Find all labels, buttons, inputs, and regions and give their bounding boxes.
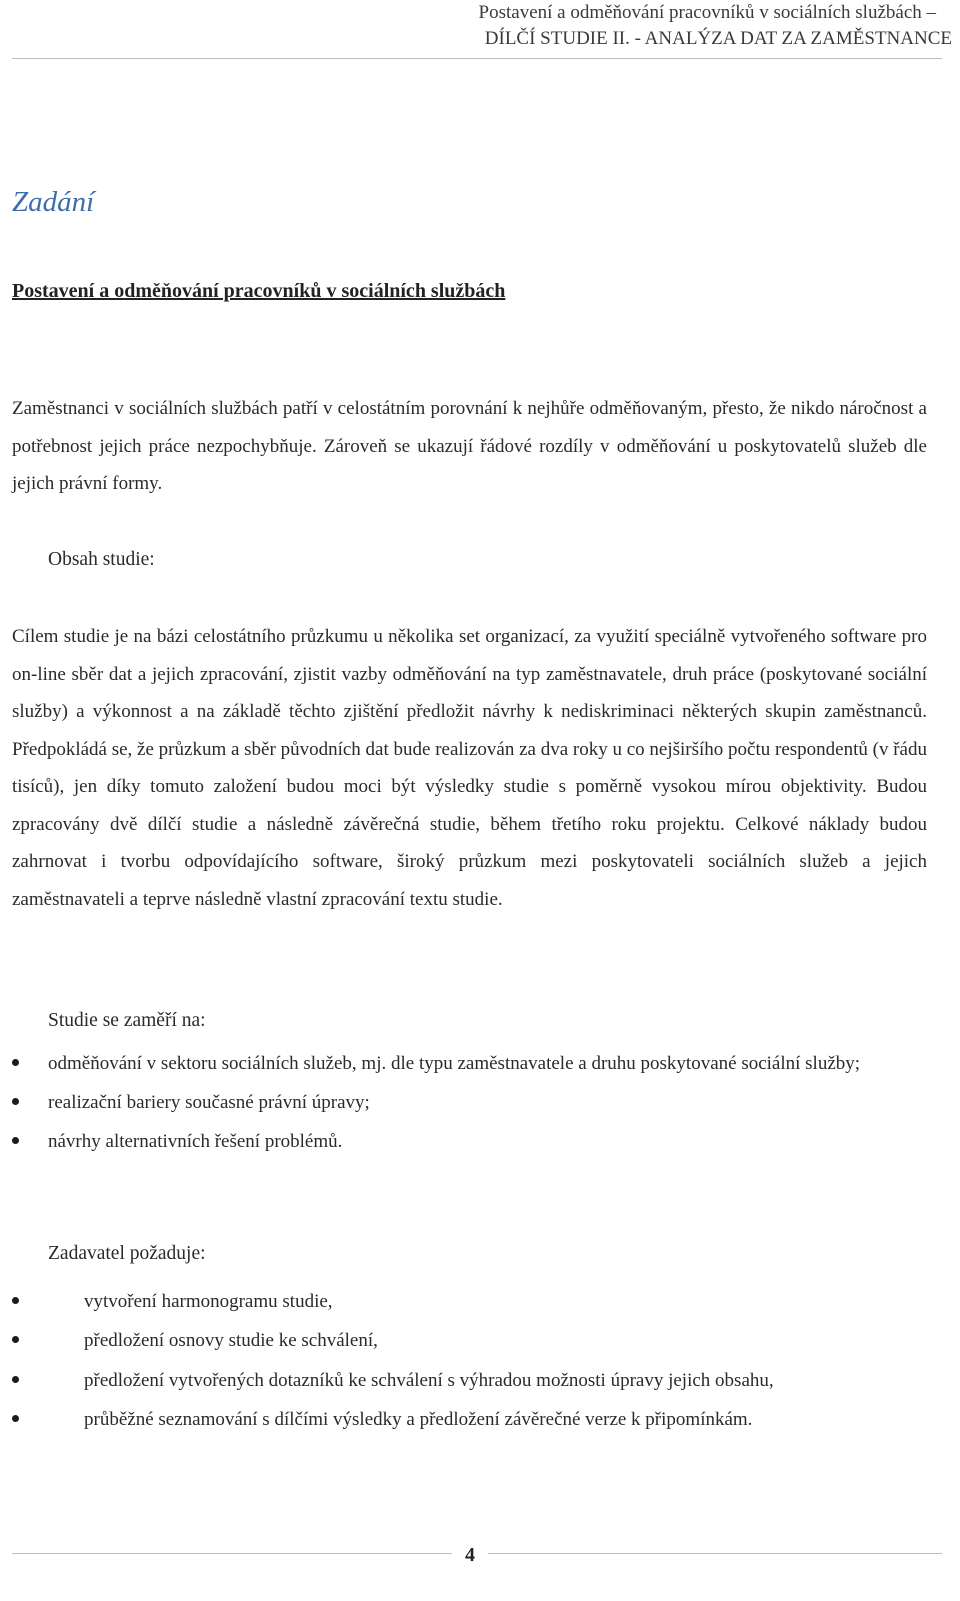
- bullet-icon: [12, 1059, 19, 1066]
- list-item-text: průběžné seznamování s dílčími výsledky a předložení závěrečné verze k připomínkám.: [84, 1408, 753, 1430]
- list-item: [0, 1122, 940, 1161]
- zamer-list: [0, 1044, 940, 1161]
- zadavatel-list: [0, 1282, 940, 1439]
- list-item: [0, 1282, 940, 1321]
- zamer-label: Studie se zaměří na:: [48, 1010, 206, 1031]
- document-subtitle: Postavení a odměňování pracovníků v sociálních službách: [12, 280, 506, 302]
- running-header: [12, 0, 952, 52]
- section-heading: Zadání: [12, 186, 95, 218]
- bullet-icon: [12, 1098, 19, 1105]
- page-number: 4: [452, 1544, 488, 1567]
- bullet-icon: [12, 1137, 19, 1144]
- header-line-2: DÍLČÍ STUDIE II. - ANALÝZA DAT ZA ZAMĚSTNANCE: [484, 28, 952, 49]
- bullet-icon: [12, 1297, 19, 1304]
- bullet-icon: [12, 1415, 19, 1422]
- intro-paragraph: Zaměstnanci v sociálních službách patří v celostátním porovnání k nejhůře odměňovaným, přesto, že nikdo náročnost a potřebnost jejich práce nezpochybňuje. Zároveň se ukazují řádové rozdíly v odměňování u poskytovatelů služeb dle jejich právní formy.: [12, 398, 927, 494]
- list-item: [0, 1321, 940, 1360]
- zadavatel-label: Zadavatel požaduje:: [48, 1243, 206, 1264]
- list-item-text: odměňování v sektoru sociálních služeb, mj. dle typu zaměstnavatele a druhu poskytované sociální služby;: [48, 1053, 861, 1074]
- list-item-text: předložení osnovy studie ke schválení,: [84, 1330, 378, 1352]
- list-item: [0, 1361, 940, 1400]
- list-item-text: předložení vytvořených dotazníků ke schválení s výhradou možnosti úpravy jejich obsahu,: [84, 1369, 774, 1391]
- bullet-icon: [12, 1376, 19, 1383]
- header-divider: [12, 58, 942, 59]
- header-line-1: Postavení a odměňování pracovníků v sociálních službách –: [478, 2, 936, 23]
- obsah-paragraph: Cílem studie je na bázi celostátního průzkumu u několika set organizací, za využití speciálně vytvořeného software pro on-line sběr dat a jejich zpracování, zjistit vazby odměňování na typ zaměstnavatele, druh práce (poskytované sociální služby) a výkonnost a na základě těchto zjištění předložit návrhy k nediskriminaci některých skupin zaměstnanců. Předpokládá se, že průzkum a sběr původních dat bude realizován za dva roky u co nejširšího počtu respondentů (v řádu tisíců), jen díky tomuto založení budou moci být výsledky studie s poměrně vysokou mírou objektivity. Budou zpracovány dvě dílčí studie a následně závěrečná studie, během třetího roku projektu. Celkové náklady budou zahrnovat i tvorbu odpovídajícího software, široký průzkum mezi poskytovateli sociálních služeb a jejich zaměstnavateli a teprve následně vlastní zpracování textu studie.: [12, 626, 927, 910]
- list-item-text: návrhy alternativních řešení problémů.: [48, 1131, 343, 1152]
- bullet-icon: [12, 1336, 19, 1343]
- list-item: [0, 1400, 940, 1439]
- list-item-text: realizační bariery současné právní úpravy;: [48, 1092, 370, 1113]
- list-item-text: vytvoření harmonogramu studie,: [84, 1291, 333, 1312]
- obsah-label: Obsah studie:: [48, 549, 155, 570]
- list-item: [0, 1044, 940, 1083]
- list-item: [0, 1083, 940, 1122]
